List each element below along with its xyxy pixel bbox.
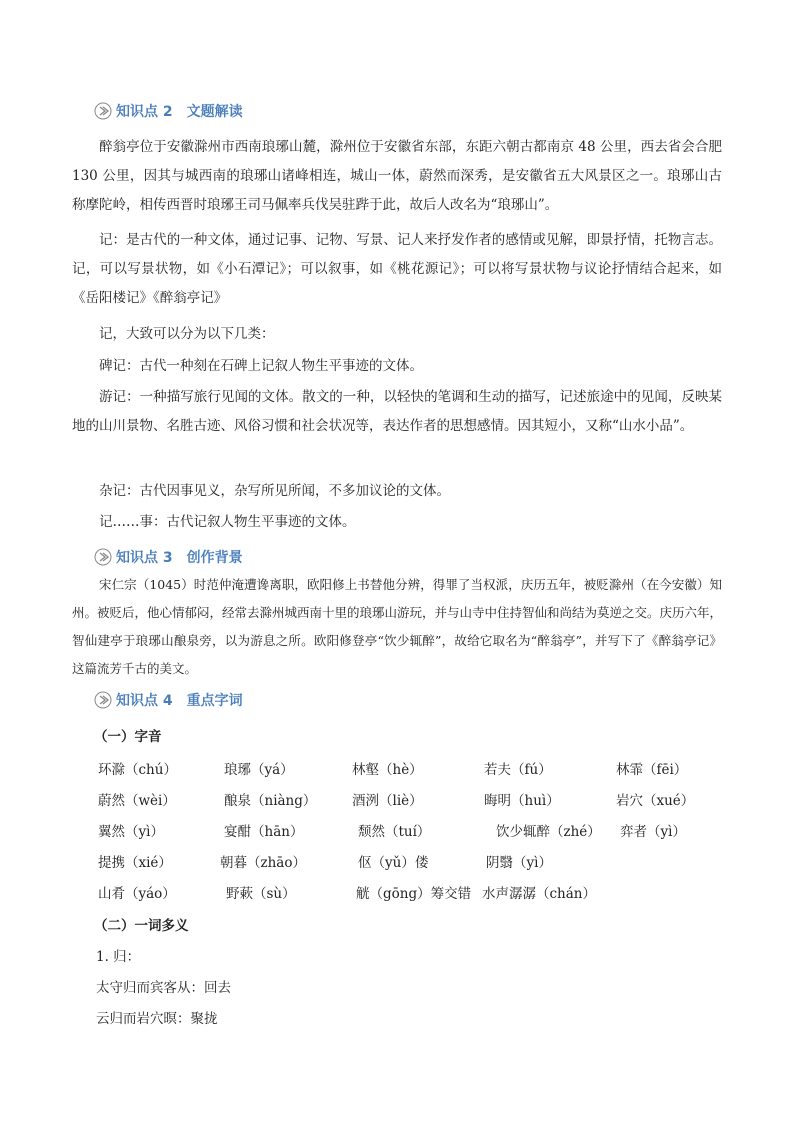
vocab-item: 酒洌（liè） — [352, 793, 423, 809]
vocab-row — [0, 758, 794, 778]
subheading-pronunciation: （一）字音 — [94, 729, 162, 745]
vocab-item: 宴酣（hān） — [224, 824, 304, 840]
vocab-item: 环滁（chú） — [98, 762, 177, 778]
section-label: 知识点 4 — [116, 693, 173, 709]
section-label: 知识点 2 — [116, 104, 173, 120]
vocab-row — [0, 789, 794, 809]
vocab-item: 酿泉（niàng） — [224, 793, 317, 809]
circle-arrow-icon — [94, 691, 112, 709]
vocab-item: 阴翳（yì） — [486, 855, 552, 871]
vocab-item: 若夫（fú） — [484, 762, 552, 778]
vocab-item: 朝暮（zhāo） — [220, 855, 306, 871]
vocab-item: 水声潺潺（chán） — [482, 886, 596, 902]
vocab-item: 晦明（huì） — [484, 793, 560, 809]
vocab-item: 野蔌（sù） — [226, 886, 296, 902]
vocab-item: 觥（gōng）筹交错 — [356, 886, 472, 902]
section-title: 重点字词 — [186, 693, 243, 709]
vocab-item: 饮少辄醉（zhé） — [496, 824, 601, 840]
polysemy-example: 太守归而宾客从：回去 — [96, 980, 231, 996]
vocab-item: 提携（xié） — [98, 855, 172, 871]
vocab-row — [0, 820, 794, 840]
vocab-item: 翼然（yì） — [98, 824, 164, 840]
section-label: 知识点 3 — [116, 550, 173, 566]
polysemy-example: 云归而岩穴暝：聚拢 — [96, 1011, 218, 1027]
vocab-item: 岩穴（xué） — [616, 793, 695, 809]
vocab-item: 林壑（hè） — [352, 762, 423, 778]
paragraph-background: 宋仁宗（1045）时范仲淹遭谗离职，欧阳修上书替他分辨，得罪了当权派，庆历五年，被贬滁州（在今安徽）知州。被贬后，他心情郁闷，经常去滁州城西南十里的琅琊山游玩，并与山寺中住持智仙和尚结为莫逆之交。庆历六年，智仙建亭于琅琊山酿泉旁，以为游息之所。欧阳修登亭“饮少辄醉”，故给它取名为“醉翁亭”，并写下了《醉翁亭记》这篇流芳千古的美文。 — [72, 577, 723, 676]
paragraph-categories: 记，大致可以分为以下几类： — [99, 326, 275, 342]
paragraph-ji-definition: 记：是古代的一种文体，通过记事、记物、写景、记人来抒发作者的感情或见解，即景抒情，托物言志。记，可以写景状物，如《小石潭记》；可以叙事，如《桃花源记》；可以将写景状物与议论抒情结合起来，如《岳阳楼记》《醉翁亭记》 — [72, 232, 722, 306]
vocab-item: 琅琊（yá） — [224, 762, 294, 778]
paragraph-youji: 游记：一种描写旅行见闻的文体。散文的一种，以轻快的笔调和生动的描写，记述旅途中的见闻，反映某地的山川景物、名胜古迹、风俗习惯和社会状况等，表达作者的思想感情。因其短小，又称“山水小品”。 — [72, 389, 722, 434]
section-title: 文题解读 — [186, 104, 243, 120]
section-heading-2 — [94, 100, 243, 122]
section-title: 创作背景 — [186, 550, 243, 566]
vocab-item: 颓然（tuí） — [358, 824, 431, 840]
paragraph-intro: 醉翁亭位于安徽滁州市西南琅琊山麓，滁州位于安徽省东部，东距六朝古都南京 48 公里，西去省会合肥 130 公里，因其与城西南的琅琊山诸峰相连，城山一体，蔚然而深秀，是安徽省五大风景区之一。琅琊山古称摩陀岭，相传西晋时琅琊王司马佩率兵伐吴驻跸于此，故后人改名为“琅琊山”。 — [72, 139, 722, 213]
vocab-item: 山肴（yáo） — [98, 886, 176, 902]
polysemy-item: 1. 归： — [96, 949, 141, 965]
paragraph-beiji: 碑记：古代一种刻在石碑上记叙人物生平事迹的文体。 — [99, 358, 423, 374]
vocab-item: 蔚然（wèi） — [98, 793, 176, 809]
vocab-item: 伛（yǔ）偻 — [358, 855, 429, 871]
vocab-row — [0, 851, 794, 871]
circle-arrow-icon — [94, 548, 112, 566]
subheading-polysemy: （二）一词多义 — [94, 918, 189, 934]
section-heading-3 — [94, 546, 243, 568]
paragraph-zaji: 杂记：古代因事见义，杂写所见所闻，不多加议论的文体。 — [99, 483, 450, 499]
paragraph-jishi: 记……事：古代记叙人物生平事迹的文体。 — [99, 514, 356, 530]
circle-arrow-icon — [94, 102, 112, 120]
vocab-row — [0, 882, 794, 902]
section-heading-4 — [94, 689, 243, 711]
vocab-item: 弈者（yì） — [620, 824, 686, 840]
vocab-item: 林霏（fēi） — [616, 762, 688, 778]
